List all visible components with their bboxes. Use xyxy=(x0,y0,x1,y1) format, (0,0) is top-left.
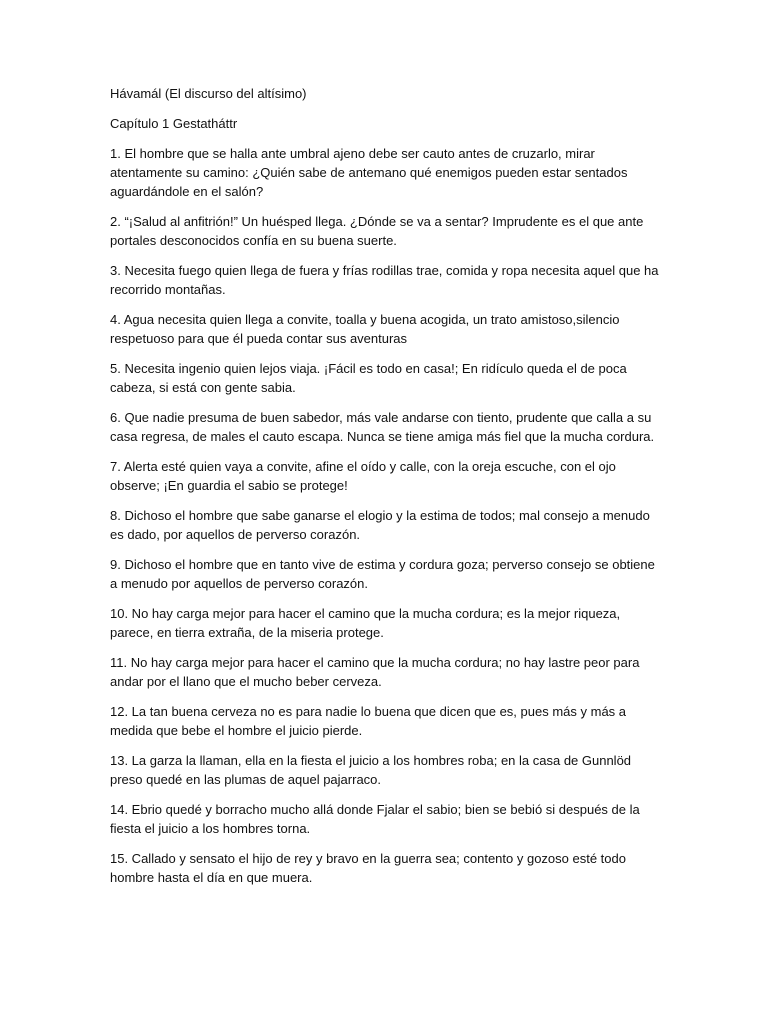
paragraph-3: 3. Necesita fuego quien llega de fuera y frías rodillas trae, comida y ropa necesita aquel que ha recorrido montañas. xyxy=(110,263,659,297)
paragraph-5: 5. Necesita ingenio quien lejos viaja. ¡Fácil es todo en casa!; En ridículo queda el de poca cabeza, si está con gente sabia. xyxy=(110,361,627,395)
paragraph-8: 8. Dichoso el hombre que sabe ganarse el elogio y la estima de todos; mal consejo a menudo es dado, por aquellos de perverso corazón. xyxy=(110,508,650,542)
paragraph-6: 6. Que nadie presuma de buen sabedor, más vale andarse con tiento, prudente que calla a su casa regresa, de males el cauto escapa. Nunca se tiene amiga más fiel que la mucha cordura. xyxy=(110,410,655,444)
paragraph-14: 14. Ebrio quedé y borracho mucho allá donde Fjalar el sabio; bien se bebió si después de la fiesta el juicio a los hombres torna. xyxy=(110,802,640,836)
paragraph-15: 15. Callado y sensato el hijo de rey y bravo en la guerra sea; contento y gozoso esté todo hombre hasta el día en que muera. xyxy=(110,851,626,885)
document-title: Hávamál (El discurso del altísimo) xyxy=(110,86,307,101)
paragraph-1: 1. El hombre que se halla ante umbral ajeno debe ser cauto antes de cruzarlo, mirar atentamente su camino: ¿Quién sabe de antemano qué enemigos pueden estar sentados aguardándole en el salón? xyxy=(110,146,628,199)
paragraph-10: 10. No hay carga mejor para hacer el camino que la mucha cordura; es la mejor riqueza, parece, en tierra extraña, de la miseria protege. xyxy=(110,606,621,640)
document-page xyxy=(110,84,662,898)
paragraph-13: 13. La garza la llaman, ella en la fiesta el juicio a los hombres roba; en la casa de Gunnlöd preso quedé en las plumas de aquel pajarraco. xyxy=(110,753,632,787)
paragraph-4: 4. Agua necesita quien llega a convite, toalla y buena acogida, un trato amistoso,silencio respetuoso para que él pueda contar sus aventuras xyxy=(110,312,620,346)
chapter-heading: Capítulo 1 Gestatháttr xyxy=(110,116,238,131)
paragraph-7: 7. Alerta esté quien vaya a convite, afine el oído y calle, con la oreja escuche, con el ojo observe; ¡En guardia el sabio se protege! xyxy=(110,459,616,493)
paragraph-2: 2. “¡Salud al anfitrión!” Un huésped llega. ¿Dónde se va a sentar? Imprudente es el que ante portales desconocidos confía en su buena suerte. xyxy=(110,214,644,248)
paragraph-12: 12. La tan buena cerveza no es para nadie lo buena que dicen que es, pues más y más a medida que bebe el hombre el juicio pierde. xyxy=(110,704,627,738)
paragraph-11: 11. No hay carga mejor para hacer el camino que la mucha cordura; no hay lastre peor para andar por el llano que el mucho beber cerveza. xyxy=(110,655,640,689)
paragraph-9: 9. Dichoso el hombre que en tanto vive de estima y cordura goza; perverso consejo se obtiene a menudo por aquellos de perverso corazón. xyxy=(110,557,655,591)
